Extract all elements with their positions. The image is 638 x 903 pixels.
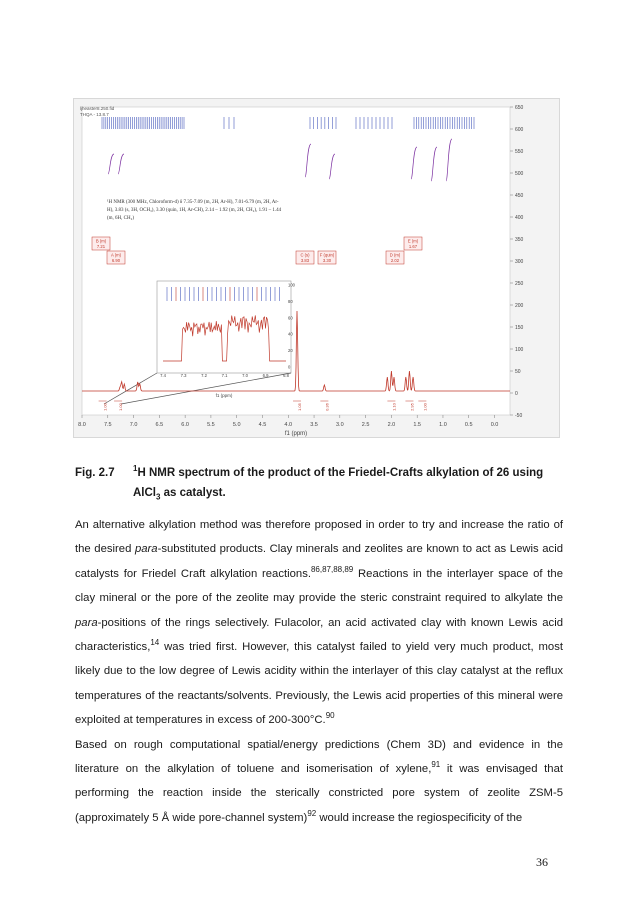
inset-x-tick-label: 6.8	[283, 373, 289, 378]
y-tick-label: 350	[515, 236, 524, 243]
peak-label-name: C (s)	[300, 252, 310, 258]
p1-text-e: was tried first. However, this catalyst failed to yield very much product, most likely due to the low degree of Lewis acidity within the interlayer of this clay catalyst at the reflux temperatures of the reactants/solvents. Previously, the Lewis acid properties of this mineral were exploited at temperatures in excess of 200-300°C.	[75, 641, 563, 727]
caption-text	[133, 463, 560, 503]
p1-text-a: An alternative alkylation method was therefore proposed in order to try and increase the ratio of the desired	[75, 519, 563, 556]
y-tick-label: 50	[515, 368, 521, 375]
peak-label-name: D (m)	[389, 252, 401, 258]
paragraph-1	[75, 513, 563, 733]
x-tick-label: 6.5	[155, 422, 164, 428]
x-tick-label: 2.5	[361, 422, 370, 428]
peak-label-name: F (quin)	[319, 252, 335, 258]
page-number: 36	[536, 855, 548, 869]
nmr-assignment-line-3: (m, 6H, CH₂)	[107, 216, 135, 221]
inset-y-tick-label: 100	[288, 282, 295, 288]
p1-citation-3: 90	[325, 711, 335, 721]
inset-y-tick-label: 20	[288, 348, 293, 354]
y-tick-label: 500	[515, 170, 524, 177]
paragraph-2	[75, 733, 563, 831]
figure-caption	[75, 463, 560, 503]
x-tick-label: 1.5	[413, 422, 422, 428]
nmr-spectrum-plot	[74, 99, 559, 437]
y-tick-label: 600	[515, 126, 524, 133]
caption-text-part1: H NMR spectrum of the product of the Friedel-Crafts alkylation of 26 using AlCl	[133, 467, 544, 499]
x-tick-label: 3.0	[336, 422, 344, 428]
inset-x-tick-label: 6.9	[262, 373, 269, 378]
inset-x-tick-label: 7.1	[221, 373, 228, 378]
inset-y-tick-label: 40	[288, 331, 293, 337]
p1-text-b: -substituted products. Clay minerals and zeolites are known to act as Lewis acid catalysts for Friedel Craft alkylation reactions.	[75, 543, 563, 580]
y-tick-label: 650	[515, 104, 524, 111]
caption-text-part2: as catalyst.	[160, 487, 226, 499]
x-tick-label: 2.0	[387, 422, 396, 428]
p1-citation-2: 14	[150, 638, 160, 648]
p2-text-b: it was envisaged that performing the reaction inside the sterically constricted pore system of zeolite ZSM-5 (approximately 5 Å wide pore-channel system)	[75, 763, 563, 824]
figure-number: Fig. 2.7	[75, 467, 115, 479]
y-tick-label: 400	[515, 214, 524, 221]
peak-label-shift: 3.30	[322, 258, 332, 263]
x-tick-label: 0.5	[464, 422, 473, 428]
integral-value: 1.00	[102, 403, 108, 411]
inset-y-tick-label: 60	[288, 315, 293, 321]
peak-label-name: E (m)	[407, 238, 419, 244]
inset-x-tick-label: 7.3	[180, 373, 187, 378]
x-tick-label: 1.0	[439, 422, 447, 428]
spectrum-file-name: ljheaster8.250.fid	[80, 106, 115, 111]
integral-value: 1.00	[422, 403, 428, 411]
integral-value: 2.95	[409, 403, 415, 411]
y-tick-label: 200	[515, 302, 524, 309]
x-tick-label: 3.5	[310, 422, 318, 428]
inset-x-tick-label: 7.4	[160, 373, 166, 378]
integral-value: 0.36	[324, 403, 330, 411]
y-tick-label: 150	[515, 324, 524, 331]
inset-y-tick-label: 0	[288, 364, 291, 370]
caption-superscript: 1	[133, 464, 138, 474]
peak-label-shift: 2.02	[390, 258, 400, 263]
caption-subscript: 3	[156, 492, 161, 502]
p1-text-c: Reactions in the interlayer space of the clay mineral or the pore of the zeolite may provide the steric constraint required to alkylate the	[75, 567, 563, 605]
p2-text-c: would increase the regiospecificity of the	[316, 811, 523, 824]
p1-citation-1: 86,87,88,89	[310, 565, 354, 575]
x-axis-label: f1 (ppm)	[284, 431, 308, 437]
y-tick-label: 100	[515, 346, 524, 353]
inset-y-tick-label: 80	[288, 298, 293, 304]
y-tick-label: 550	[515, 148, 524, 155]
x-axis	[78, 415, 498, 428]
p1-text-d: -positions of the rings selectively. Fulacolor, an acid activated clay with known Lewis acid characteristics,	[75, 616, 563, 654]
inset-x-tick-label: 7.0	[242, 373, 248, 378]
peak-label-shift: 7.21	[96, 244, 106, 249]
y-tick-label: 450	[515, 192, 524, 199]
x-tick-label: 5.0	[232, 422, 241, 428]
inset-x-tick-label: 7.2	[201, 373, 207, 378]
inset-zoom-panel	[157, 281, 291, 373]
x-tick-label: 5.5	[207, 422, 215, 428]
nmr-spectrum-figure	[73, 98, 560, 438]
spectrum-file-id: THQA - 13.8.7	[80, 112, 109, 117]
y-tick-label: 300	[515, 258, 524, 265]
peak-label-shift: 6.90	[111, 258, 121, 263]
peak-label-shift: 3.83	[300, 258, 310, 263]
inset-x-axis-label: f1 (ppm)	[215, 393, 233, 398]
x-tick-label: 7.5	[103, 422, 112, 428]
peak-label-name: A (m)	[110, 252, 122, 258]
integral-value: 1.00	[118, 403, 124, 411]
y-tick-label: 0	[515, 390, 518, 397]
integral-value: 1.10	[391, 403, 397, 411]
p2-text-a: Based on rough computational spatial/energy predictions (Chem 3D) and evidence in the literature on the alkylation of toluene and isomerisation of xylene,	[75, 738, 563, 776]
nmr-assignment-line-2: H), 3.83 (s, 3H, OCH₃), 3.30 (quin, 1H, Ar-CH), 2.14 – 1.92 (m, 2H, CH₂), 1.91 – 1.44	[107, 208, 282, 213]
y-tick-label: -50	[515, 412, 523, 419]
integral-value: 1.05	[297, 403, 303, 411]
x-tick-label: 8.0	[78, 422, 86, 428]
peak-label-shift: 1.67	[408, 244, 418, 249]
y-tick-label: 250	[515, 280, 524, 287]
x-tick-label: 4.5	[258, 422, 267, 428]
peak-label-name: B (m)	[95, 238, 107, 244]
p1-italic-para-1: para	[134, 543, 158, 556]
nmr-assignment-line-1: ¹H NMR (300 MHz, Chloroform-d) δ 7.35-7.09 (m, 2H, Ar-H), 7.01-6.79 (m, 2H, Ar-	[107, 200, 279, 205]
p2-citation-1: 91	[431, 760, 441, 770]
x-tick-label: 7.0	[129, 422, 138, 428]
x-tick-label: 4.0	[284, 422, 293, 428]
x-tick-label: 6.0	[181, 422, 189, 428]
body-text	[75, 513, 563, 830]
x-tick-label: 0.0	[490, 422, 499, 428]
p1-italic-para-2: para	[75, 616, 98, 629]
y-axis	[510, 105, 524, 419]
p2-citation-2: 92	[307, 809, 317, 819]
